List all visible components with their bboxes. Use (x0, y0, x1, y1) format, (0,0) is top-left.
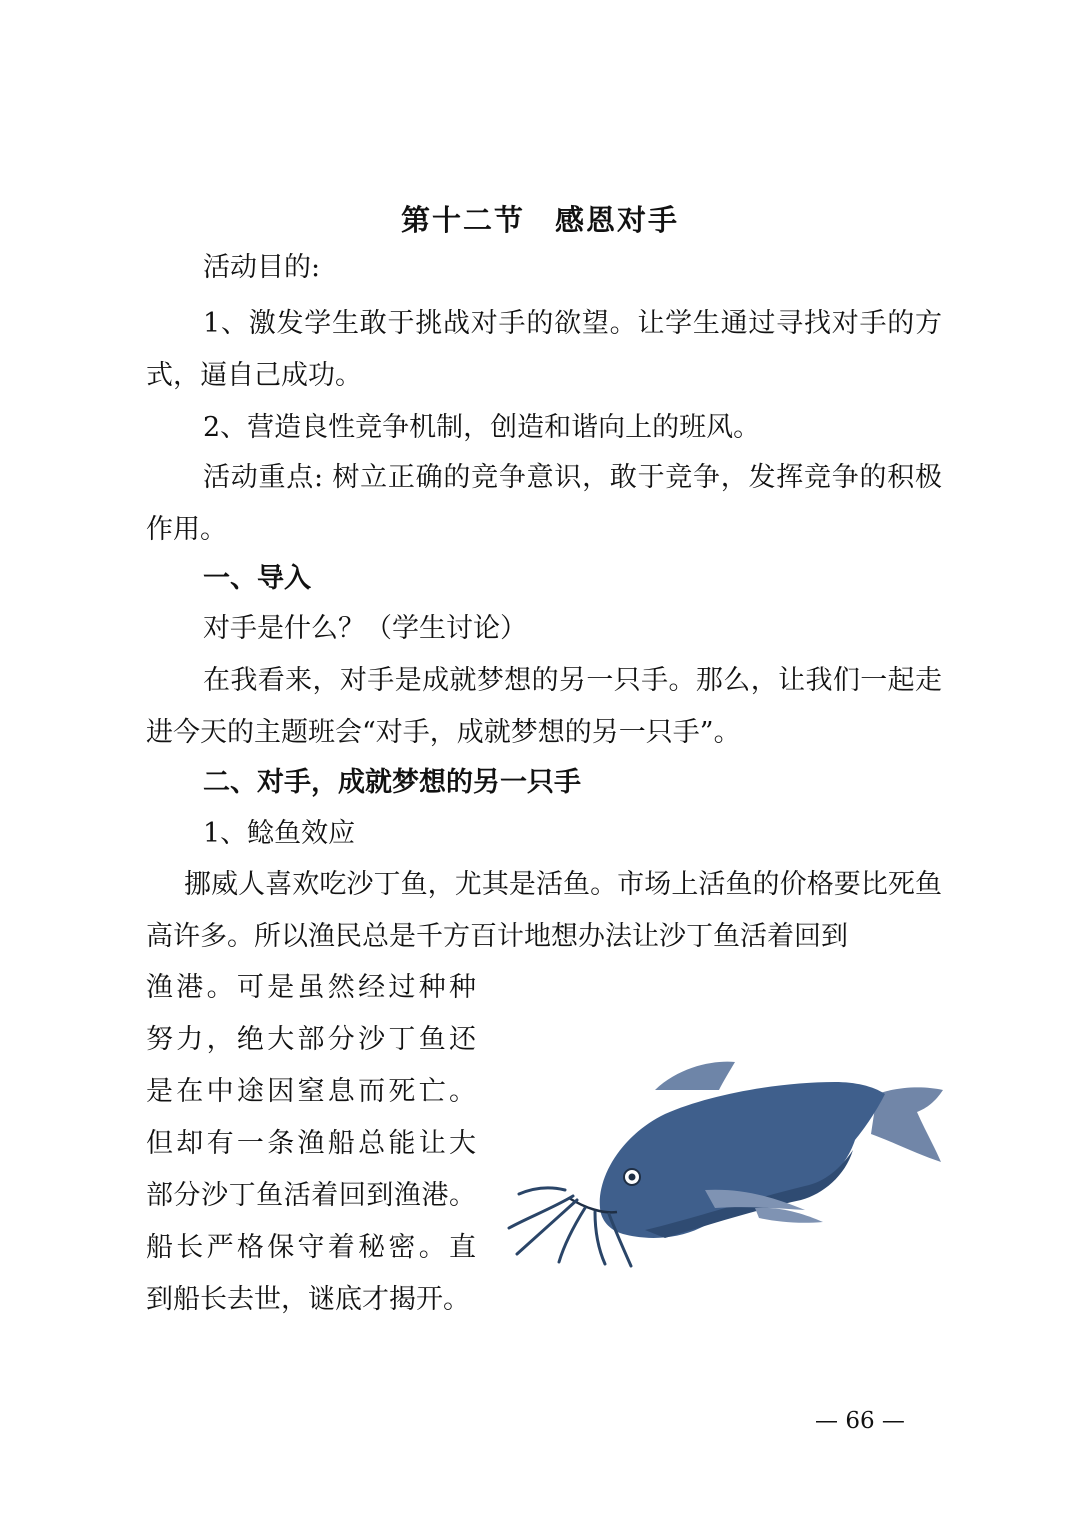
catfish-illustration (505, 1058, 945, 1270)
subheading-catfish-effect: 1、鲶鱼效应 (203, 818, 356, 849)
story-line: 到船长去世，谜底才揭开。 (146, 1284, 470, 1315)
pelvic-fin (755, 1208, 823, 1223)
paragraph-goal-1: 1、激发学生敢于挑战对手的欲望。让学生通过寻找对手的方式，逼自己成功。 (146, 308, 942, 391)
fish-pupil (629, 1174, 636, 1181)
story-narrow-column (146, 962, 476, 1326)
story-line: 船长严格保守着秘密。直 (146, 1232, 476, 1263)
heading-section-two: 二、对手，成就梦想的另一只手 (203, 767, 581, 798)
paragraph-activity-goal-label: 活动目的: (203, 252, 321, 283)
heading-introduction: 一、导入 (203, 563, 311, 594)
paragraph-activity-focus: 活动重点: 树立正确的竞争意识，敢于竞争，发挥竞争的积极作用。 (146, 462, 942, 545)
paragraph-goal-2: 2、营造良性竞争机制，创造和谐向上的班风。 (203, 412, 761, 443)
paragraph-opponent-definition: 在我看来，对手是成就梦想的另一只手。那么，让我们一起走进今天的主题班会“对手，成就梦想的另一只手”。 (146, 665, 942, 748)
page-number: — 66 — (815, 1408, 905, 1434)
story-line: 是在中途因窒息而死亡。 (146, 1076, 476, 1107)
story-line: 渔港。可是虽然经过种种 (146, 972, 476, 1003)
story-line: 部分沙丁鱼活着回到渔港。 (146, 1180, 476, 1211)
section-name: 感恩对手 (555, 203, 680, 237)
story-line: 努力，绝大部分沙丁鱼还 (146, 1024, 476, 1055)
story-line: 但却有一条渔船总能让大 (146, 1128, 476, 1159)
paragraph-story-start: 挪威人喜欢吃沙丁鱼，尤其是活鱼。市场上活鱼的价格要比死鱼高许多。所以渔民总是千方百计地想办法让沙丁鱼活着回到 (146, 869, 942, 952)
dorsal-fin (655, 1062, 735, 1090)
section-number: 第十二节 (400, 203, 525, 237)
paragraph-question: 对手是什么？（学生讨论） (203, 613, 527, 644)
section-title (0, 198, 1080, 239)
